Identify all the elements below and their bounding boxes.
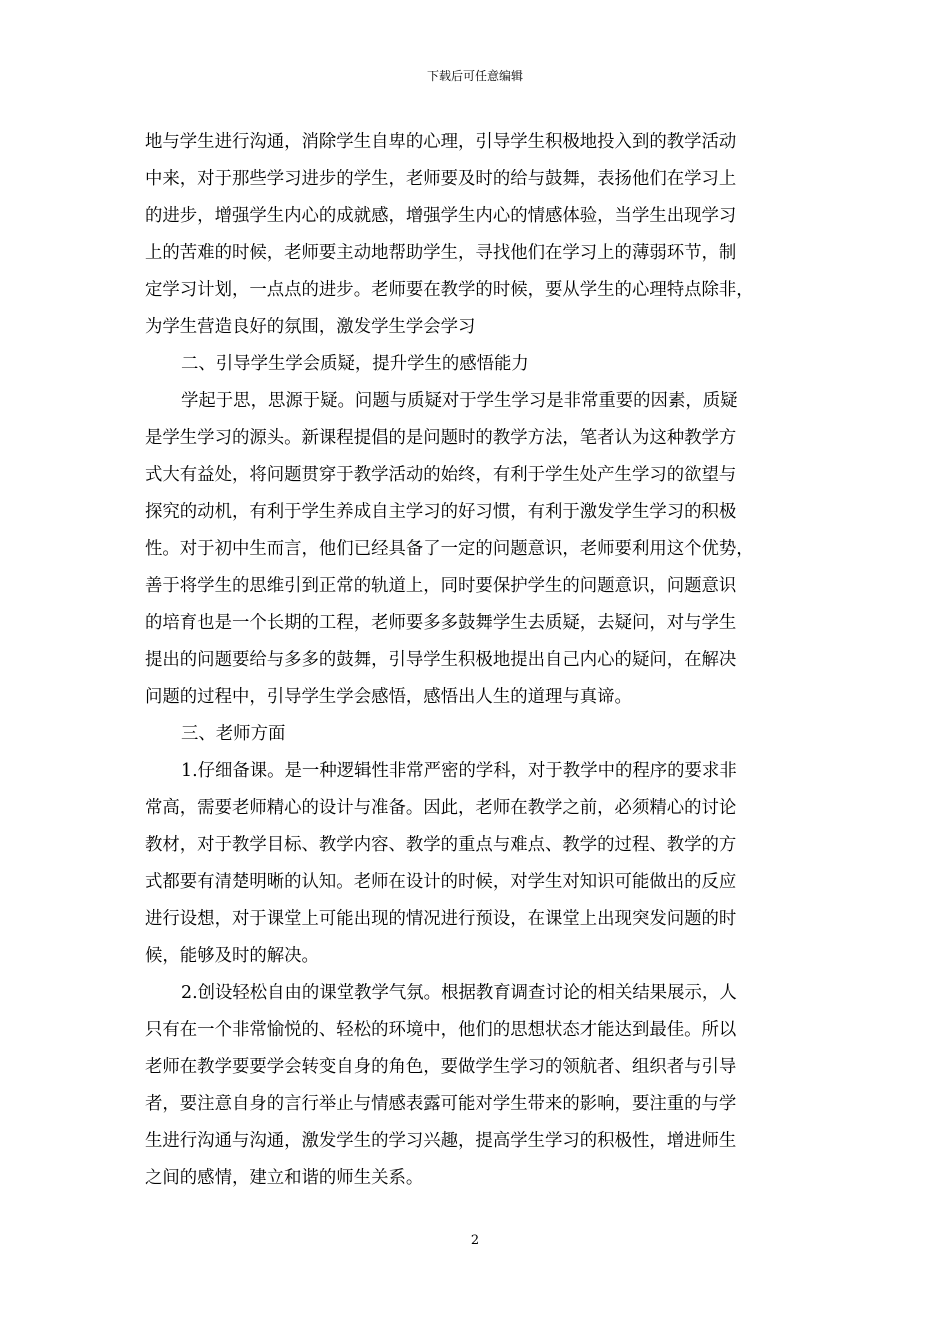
text-line: 性。对于初中生而言，他们已经具备了一定的问题意识，老师要利用这个优势， [145, 539, 754, 559]
text-line: 老师在教学要要学会转变自身的角色，要做学生学习的领航者、组织者与引导 [145, 1057, 737, 1077]
text-line: 常高，需要老师精心的设计与准备。因此，老师在教学之前，必须精心的讨论 [145, 798, 737, 818]
page-header: 下载后可任意编辑 [426, 69, 523, 83]
text-line: 之间的感情，建立和谐的师生关系。 [145, 1168, 424, 1188]
text-line: 善于将学生的思维引到正常的轨道上，同时要保护学生的问题意识，问题意识 [145, 576, 737, 596]
text-line: 中来，对于那些学习进步的学生，老师要及时的给与鼓舞，表扬他们在学习上 [145, 169, 737, 189]
text-line: 者，要注意自身的言行举止与情感表露可能对学生带来的影响，要注重的与学 [145, 1094, 737, 1114]
text-line: 学起于思，思源于疑。问题与质疑对于学生学习是非常重要的因素，质疑 [181, 391, 738, 411]
text-line: 2.创设轻松自由的课堂教学气氛。根据教育调查讨论的相关结果展示，人 [181, 983, 737, 1003]
text-line: 三、老师方面 [181, 724, 286, 744]
document-body [145, 124, 807, 1197]
text-line: 定学习计划，一点点的进步。老师要在教学的时候，要从学生的心理特点除非， [145, 280, 754, 300]
text-line: 探究的动机，有利于学生养成自主学习的好习惯，有利于激发学生学习的积极 [145, 502, 737, 522]
text-line: 教材，对于教学目标、教学内容、教学的重点与难点、教学的过程、教学的方 [145, 835, 737, 855]
text-line: 二、引导学生学会质疑，提升学生的感悟能力 [181, 354, 529, 374]
paragraph [145, 753, 807, 975]
text-line: 式大有益处，将问题贯穿于教学活动的始终，有利于学生处产生学习的欲望与 [145, 465, 737, 485]
text-line: 生进行沟通与沟通，激发学生的学习兴趣，提高学生学习的积极性，增进师生 [145, 1131, 737, 1151]
text-line: 上的苦难的时候，老师要主动地帮助学生，寻找他们在学习上的薄弱环节，制 [145, 243, 737, 263]
page-number: 2 [470, 1233, 480, 1248]
text-line: 提出的问题要给与多多的鼓舞，引导学生积极地提出自己内心的疑问，在解决 [145, 650, 737, 670]
text-line: 是学生学习的源头。新课程提倡的是问题时的教学方法，笔者认为这种教学方 [145, 428, 737, 448]
paragraph [145, 975, 807, 1197]
text-line: 式都要有清楚明晰的认知。老师在设计的时候，对学生对知识可能做出的反应 [145, 872, 737, 892]
paragraph [145, 716, 807, 753]
text-line: 进行设想，对于课堂上可能出现的情况进行预设，在课堂上出现突发问题的时 [145, 909, 737, 929]
text-line: 1.仔细备课。是一种逻辑性非常严密的学科，对于教学中的程序的要求非 [181, 761, 737, 781]
text-line: 地与学生进行沟通，消除学生自卑的心理，引导学生积极地投入到的教学活动 [145, 132, 737, 152]
text-line: 的进步，增强学生内心的成就感，增强学生内心的情感体验，当学生出现学习 [145, 206, 737, 226]
text-line: 只有在一个非常愉悦的、轻松的环境中，他们的思想状态才能达到最佳。所以 [145, 1020, 737, 1040]
text-line: 为学生营造良好的氛围，激发学生学会学习 [145, 317, 476, 337]
text-line: 问题的过程中，引导学生学会感悟，感悟出人生的道理与真谛。 [145, 687, 632, 707]
paragraph [145, 124, 807, 346]
text-line: 候，能够及时的解决。 [145, 946, 319, 966]
paragraph [145, 383, 807, 716]
paragraph [145, 346, 807, 383]
text-line: 的培育也是一个长期的工程，老师要多多鼓舞学生去质疑，去疑问，对与学生 [145, 613, 737, 633]
